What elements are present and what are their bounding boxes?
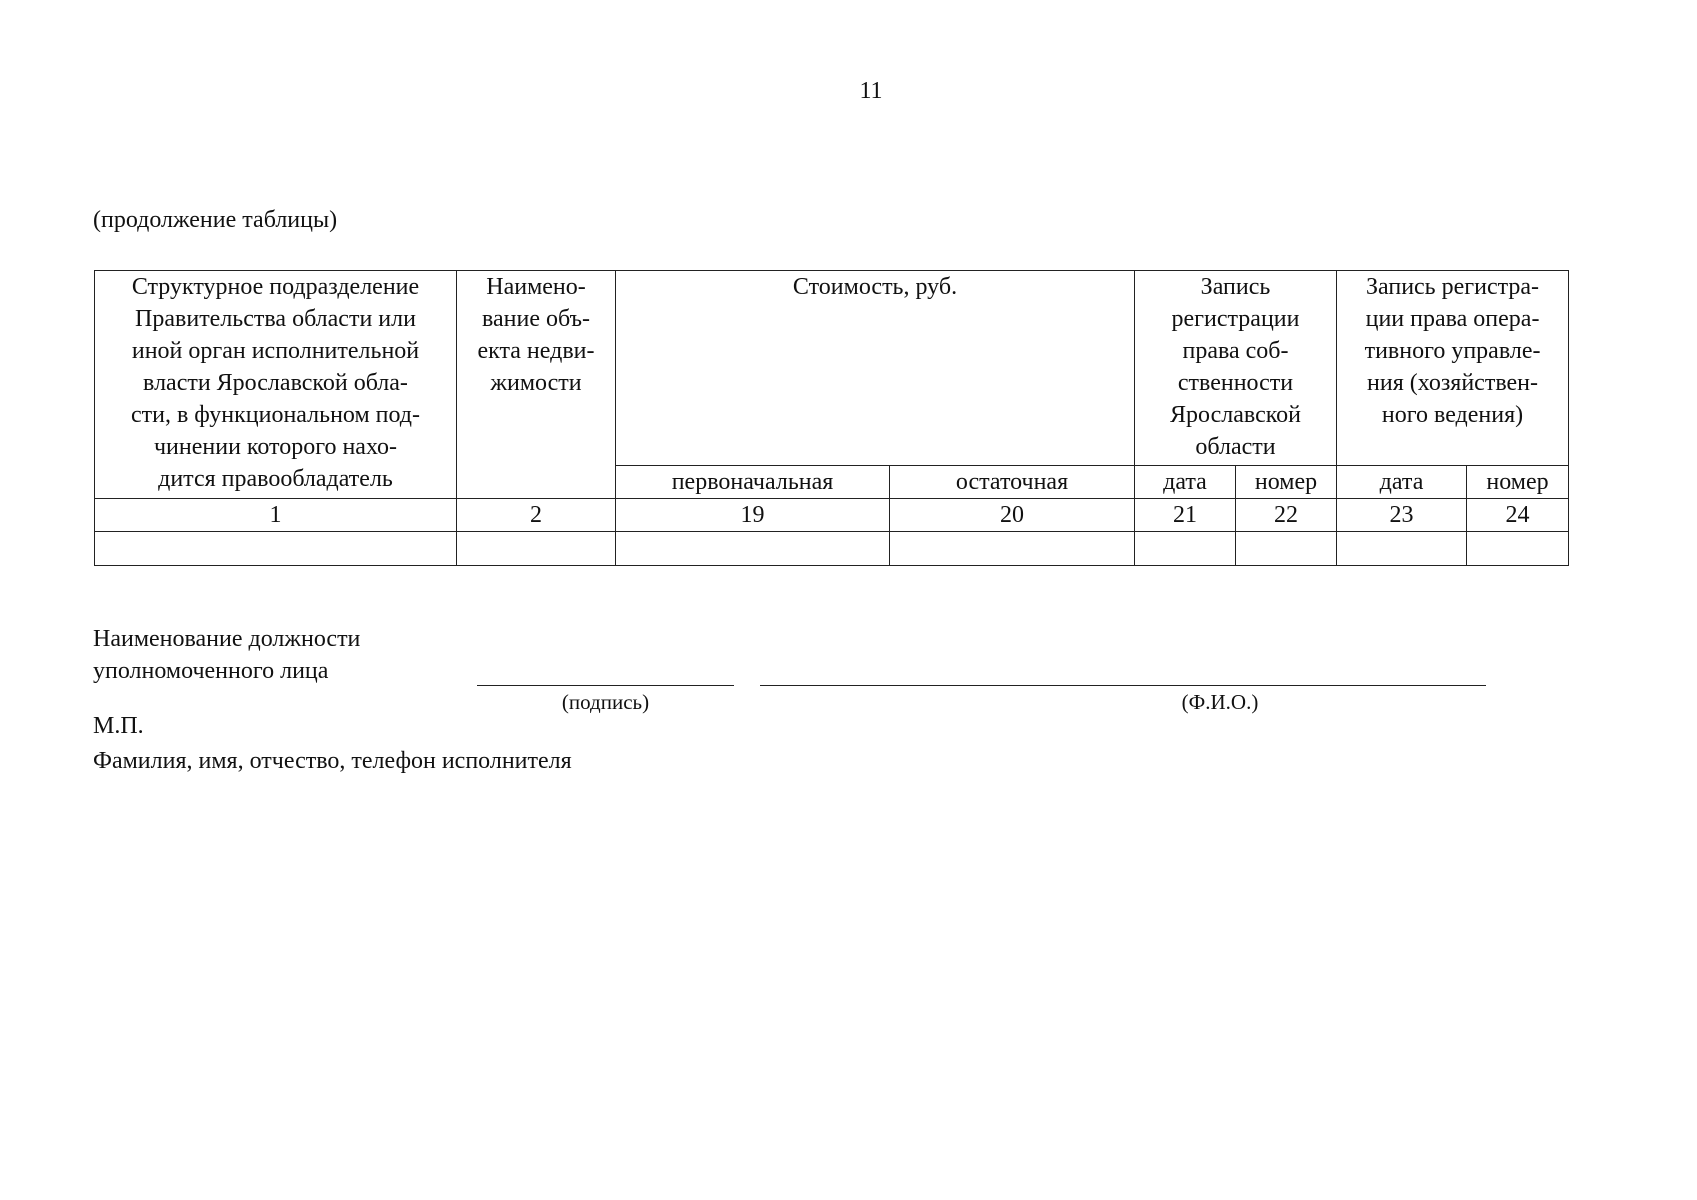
header-operative-date: дата: [1337, 466, 1467, 499]
column-number: 20: [890, 499, 1135, 532]
column-number: 19: [616, 499, 890, 532]
registry-table: [94, 270, 1569, 566]
continuation-note: (продолжение таблицы): [93, 207, 338, 233]
header-object-name: Наимено- вание объ- екта недви- жимости: [457, 271, 616, 499]
table-cell: [890, 532, 1135, 566]
page-number: 11: [859, 78, 883, 104]
column-number: 24: [1467, 499, 1569, 532]
table-cell: [95, 532, 457, 566]
column-number: 1: [95, 499, 457, 532]
column-number: 2: [457, 499, 616, 532]
full-name-caption: (Ф.И.О.): [1181, 690, 1259, 714]
header-cost-group: Стоимость, руб.: [616, 271, 1135, 466]
table-cell: [457, 532, 616, 566]
table-cell: [1337, 532, 1467, 566]
column-number: 22: [1236, 499, 1337, 532]
full-name-line: [760, 685, 1486, 686]
header-operative-number: номер: [1467, 466, 1569, 499]
header-ownership-registration: Запись регистрации права соб- ственности Ярославской области: [1135, 271, 1337, 466]
header-operative-management-registration: Запись регистра- ции права опера- тивного управле- ния (хозяйствен- ного ведения): [1337, 271, 1569, 466]
header-ownership-date: дата: [1135, 466, 1236, 499]
table-cell: [616, 532, 890, 566]
executor-label: Фамилия, имя, отчество, телефон исполнителя: [93, 748, 572, 774]
column-number: 23: [1337, 499, 1467, 532]
stamp-place-label: М.П.: [93, 713, 144, 739]
signature-line: [477, 685, 734, 686]
table-cell: [1135, 532, 1236, 566]
header-initial-cost: первоначальная: [616, 466, 890, 499]
header-residual-cost: остаточная: [890, 466, 1135, 499]
table-row: [95, 532, 1569, 566]
table-cell: [1236, 532, 1337, 566]
column-number-row: [95, 499, 1569, 532]
signature-caption: (подпись): [561, 690, 650, 714]
authorized-position-label: Наименование должности уполномоченного лица: [93, 626, 361, 684]
header-ownership-number: номер: [1236, 466, 1337, 499]
column-number: 21: [1135, 499, 1236, 532]
header-rights-holder-unit: Структурное подразделение Правительства области или иной орган исполнительной власти Ярославской обла- сти, в функциональном под- чинении которого нахо- дится правообладатель: [95, 271, 457, 499]
table-cell: [1467, 532, 1569, 566]
